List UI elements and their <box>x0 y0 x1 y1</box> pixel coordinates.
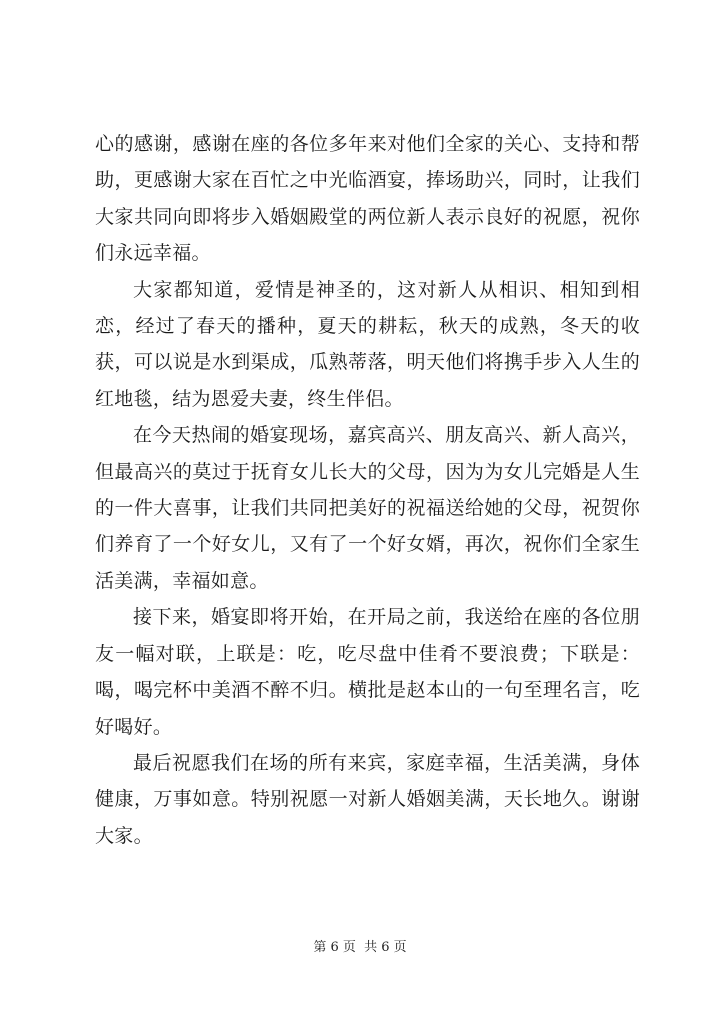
paragraph-3: 在今天热闹的婚宴现场，嘉宾高兴、朋友高兴、新人高兴，但最高兴的莫过于抚育女儿长大的父母，因为为女儿完婚是人生的一件大喜事，让我们共同把美好的祝福送给她的父母，祝贺你们养育了一个好女儿，又有了一个好女婿，再次，祝你们全家生活美满，幸福如意。 <box>95 424 640 592</box>
page-footer <box>0 936 720 955</box>
page-number: 第 6 页 <box>313 940 356 955</box>
paragraph-2: 大家都知道，爱情是神圣的，这对新人从相识、相知到相恋，经过了春天的播种，夏天的耕耘，秋天的成熟，冬天的收获，可以说是水到渠成，瓜熟蒂落，明天他们将携手步入人生的红地毯，结为恩爱夫妻，终生伴侣。 <box>95 278 640 410</box>
total-pages: 共 6 页 <box>364 940 407 955</box>
document-body <box>95 126 640 854</box>
paragraph-1: 心的感谢，感谢在座的各位多年来对他们全家的关心、支持和帮助，更感谢大家在百忙之中光临酒宴，捧场助兴，同时，让我们大家共同向即将步入婚姻殿堂的两位新人表示良好的祝愿，祝你们永远幸福。 <box>95 133 640 265</box>
paragraph-4: 接下来，婚宴即将开始，在开局之前，我送给在座的各位朋友一幅对联，上联是：吃，吃尽盘中佳肴不要浪费；下联是：喝，喝完杯中美酒不醉不归。横批是赵本山的一句至理名言，吃好喝好。 <box>95 606 640 738</box>
paragraph-5: 最后祝愿我们在场的所有来宾，家庭幸福，生活美满，身体健康，万事如意。特别祝愿一对新人婚姻美满，天长地久。谢谢大家。 <box>95 751 640 847</box>
